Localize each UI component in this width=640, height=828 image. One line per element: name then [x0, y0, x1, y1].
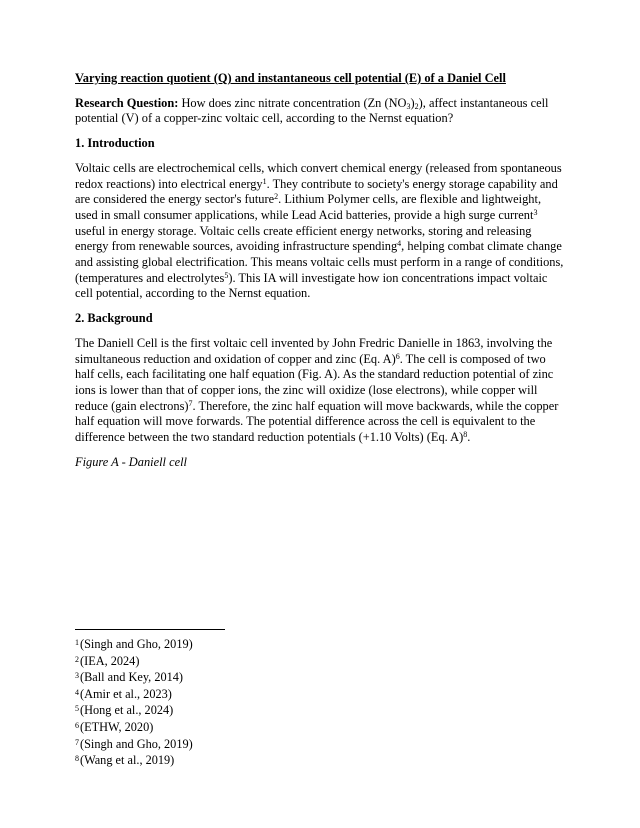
footnote-text: (Singh and Gho, 2019) — [80, 736, 193, 751]
footnote-text: (Ball and Key, 2014) — [80, 670, 184, 685]
footnote-number: 8 — [75, 754, 79, 764]
figure-caption: Figure A - Daniell cell — [75, 454, 187, 469]
section-heading-background: 2. Background — [75, 311, 153, 326]
paragraph-introduction: Voltaic cells are electrochemical cells, which convert chemical energy (released from spontaneous redox reactions) into electrical energy$^1$. They contribute to society's energy storage capability and are considered the energy sector's future$^2$. Lithium Polymer cells, are flexible and lightweight, used in small consumer applications, while Lead Acid batteries, provide a high surge current$^3$ useful in energy storage. Voltaic cells create efficient energy networks, storing and releasing energy from renewable sources, avoiding infrastructure spending$^4$, helping combat climate change and assisting global electrification. This means voltaic cells must perform in a range of conditions, (temperatures and electrolytes$^5$). This IA will investigate how ion concentrations impact voltaic cell potential, according to the Nernst equation. — [75, 160, 564, 301]
footnote-text: (Wang et al., 2019) — [80, 753, 175, 768]
footnote — [75, 636, 565, 653]
footnote-number: 2 — [75, 654, 79, 664]
footnote-number: 5 — [75, 704, 79, 714]
footnote-number: 1 — [75, 638, 79, 647]
section-heading-introduction: 1. Introduction — [75, 136, 155, 151]
footnote-number: 7 — [75, 737, 79, 747]
footnote-text: (Singh and Gho, 2019) — [80, 637, 193, 651]
footnote — [75, 669, 565, 686]
document-body — [75, 71, 565, 479]
footnotes-section — [75, 629, 565, 769]
footnote-text: (ETHW, 2020) — [80, 719, 154, 734]
footnote — [75, 719, 565, 736]
footnote-text: (IEA, 2024) — [80, 653, 140, 668]
footnote-number: 4 — [75, 687, 79, 697]
footnote-separator — [75, 629, 225, 630]
research-question-paragraph: Research Question: How does zinc nitrate concentration (Zn $(NO_3)_2$), affect instantaneous cell potential (V) of a copper-zinc voltaic cell, according to the Nernst equation? — [75, 95, 549, 126]
footnote — [75, 702, 565, 719]
footnote-text: (Hong et al., 2024) — [80, 703, 174, 718]
footnote — [75, 736, 565, 753]
footnote-number: 3 — [75, 671, 79, 681]
footnote-number: 6 — [75, 720, 79, 730]
footnote — [75, 686, 565, 703]
paragraph-background: The Daniell Cell is the first voltaic cell invented by John Fredric Danielle in 1863, involving the simultaneous reduction and oxidation of copper and zinc (Eq. A)$^6$. The cell is composed of two half cells, each facilitating one half equation (Fig. A). As the standard reduction potential of zinc ions is lower than that of copper ions, the zinc will oxidize (lose electrons), while copper will reduce (gain electrons)$^7$. Therefore, the zinc half equation will move backwards, while the copper half equation will move forwards. The potential difference across the cell is equivalent to the difference between the two standard reduction potentials (+1.10 Volts) (Eq. A)$^8$. — [75, 335, 559, 445]
document-title: Varying reaction quotient (Q) and instantaneous cell potential (E) of a Daniel Cell — [75, 71, 506, 85]
footnote-text: (Amir et al., 2023) — [80, 686, 172, 701]
footnote — [75, 653, 565, 670]
footnote — [75, 752, 565, 769]
